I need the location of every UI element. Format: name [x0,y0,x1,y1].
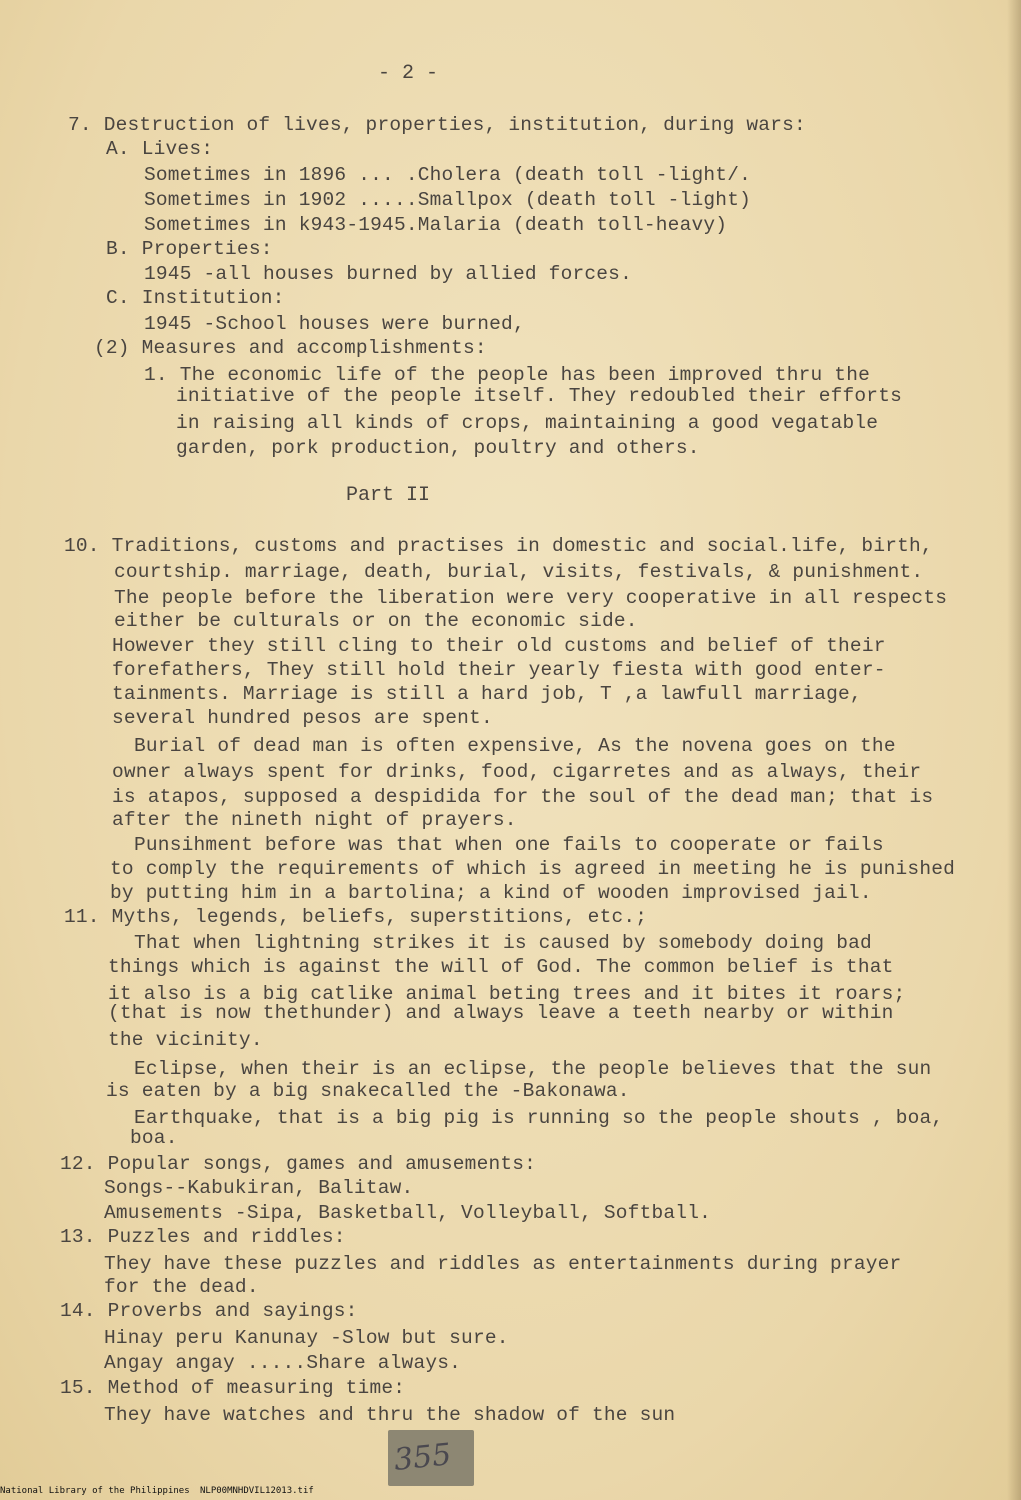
text-line: Burial of dead man is often expensive, As the novena goes on the [134,735,896,757]
text-line: Sometimes in 1896 ... .Cholera (death toll -light/. [144,164,751,186]
text-line: in raising all kinds of crops, maintaining a good vegatable [176,412,879,434]
text-line: They have watches and thru the shadow of the sun [104,1404,676,1426]
text-line: Sometimes in 1902 .....Smallpox (death toll -light) [144,189,751,211]
text-line: forefathers, They still hold their yearly fiesta with good enter- [112,659,886,681]
text-line: The people before the liberation were very cooperative in all respects [114,587,948,609]
text-line: However they still cling to their old customs and belief of their [112,635,886,657]
item-10-heading: 10. Traditions, customs and practises in domestic and social.life, birth, [64,535,933,557]
subheading-properties: B. Properties: [106,238,273,260]
text-line: 1945 -School houses were burned, [144,313,525,335]
stamp-number: 355 [392,1437,453,1478]
text-line: Songs--Kabukiran, Balitaw. [104,1177,414,1199]
text-line: Punsihment before was that when one fails to cooperate or fails [134,834,884,856]
item-15-heading: 15. Method of measuring time: [60,1377,406,1399]
text-line: courtship. marriage, death, burial, visits, festivals, & punishment. [114,561,924,583]
text-line: initiative of the people itself. They redoubled their efforts [176,385,903,407]
text-line: it also is a big catlike animal beting trees and it bites it roars; [108,983,906,1005]
subheading-lives: A. Lives: [106,138,214,160]
item-12-heading: 12. Popular songs, games and amusements: [60,1153,537,1175]
text-line: is eaten by a big snakecalled the -Bakonawa. [106,1080,630,1102]
text-line: the vicinity. [108,1029,263,1051]
text-line: Angay angay .....Share always. [104,1352,462,1374]
subheading-institution: C. Institution: [106,287,285,309]
text-line: They have these puzzles and riddles as entertainments during prayer [104,1253,902,1275]
text-line: garden, pork production, poultry and others. [176,437,700,459]
text-line: That when lightning strikes it is caused by somebody doing bad [134,932,872,954]
text-line: 1945 -all houses burned by allied forces. [144,263,632,285]
text-line: Hinay peru Kanunay -Slow but sure. [104,1327,509,1349]
text-line: boa. [130,1127,178,1149]
page-number: - 2 - [378,62,439,85]
item-13-heading: 13. Puzzles and riddles: [60,1226,346,1248]
footer-library: National Library of the Philippines [0,1486,190,1496]
subheading-measures: (2) Measures and accomplishments: [94,337,487,359]
item-7-heading: 7. Destruction of lives, properties, institution, during wars: [68,114,806,136]
text-line: 1. The economic life of the people has been improved thru the [144,364,871,386]
text-line: Earthquake, that is a big pig is running so the people shouts , boa, [134,1107,944,1129]
text-line: Amusements -Sipa, Basketball, Volleyball, Softball. [104,1202,711,1224]
text-line: Eclipse, when their is an eclipse, the people believes that the sun [134,1058,932,1080]
item-11-heading: 11. Myths, legends, beliefs, superstitions, etc.; [64,906,648,928]
text-line: is atapos, supposed a despidida for the soul of the dead man; that is [112,786,934,808]
text-line: after the nineth night of prayers. [112,809,517,831]
text-line: (that is now thethunder) and always leave a teeth nearby or within [108,1002,894,1024]
text-line: by putting him in a bartolina; a kind of wooden improvised jail. [110,882,872,904]
text-line: for the dead. [104,1276,259,1298]
handwritten-page-stamp [388,1430,474,1486]
text-line: things which is against the will of God. The common belief is that [108,956,894,978]
text-line: either be culturals or on the economic side. [114,610,638,632]
text-line: several hundred pesos are spent. [112,707,493,729]
item-14-heading: 14. Proverbs and sayings: [60,1300,358,1322]
text-line: to comply the requirements of which is agreed in meeting he is punished [110,858,956,880]
page-edge-shadow [1007,0,1021,1500]
text-line: Sometimes in k943-1945.Malaria (death toll-heavy) [144,214,728,236]
footer-filename: NLP00MNHDVIL12013.tif [200,1486,314,1496]
text-line: owner always spent for drinks, food, cigarretes and as always, their [112,761,922,783]
text-line: tainments. Marriage is still a hard job, T ,a lawfull marriage, [112,683,862,705]
part-heading: Part II [346,484,431,507]
